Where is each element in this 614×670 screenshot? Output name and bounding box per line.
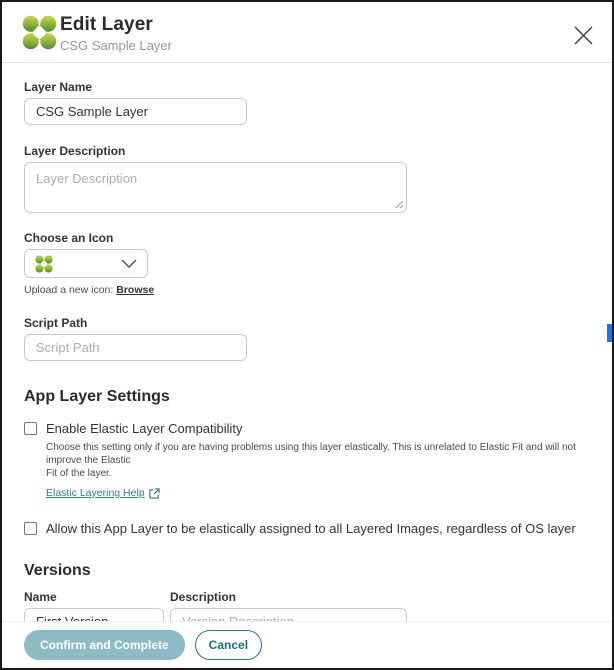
version-description-label: Description <box>170 590 237 604</box>
elastic-help-text <box>46 441 594 480</box>
dialog-title: Edit Layer <box>60 14 153 35</box>
dialog-subtitle: CSG Sample Layer <box>60 38 172 53</box>
allow-elastic-label[interactable]: Allow this App Layer to be elastically assigned to all Layered Images, regardless of OS layer <box>46 521 576 536</box>
versions-heading: Versions <box>24 562 91 579</box>
choose-icon-label: Choose an Icon <box>24 231 114 245</box>
elastic-compat-label[interactable]: Enable Elastic Layer Compatibility <box>46 421 243 436</box>
external-link-icon <box>149 488 160 499</box>
close-icon <box>574 26 593 45</box>
elastic-compat-checkbox[interactable] <box>24 422 37 435</box>
upload-icon-line <box>24 284 590 296</box>
elastic-layering-help-link[interactable]: Elastic Layering Help <box>46 487 145 499</box>
script-path-input[interactable] <box>24 334 247 361</box>
script-path-label: Script Path <box>24 316 88 330</box>
browse-link[interactable]: Browse <box>116 284 155 296</box>
elastic-compat-row <box>24 421 590 436</box>
elastic-help-line2: Fit of the layer. <box>46 468 112 479</box>
layer-name-input[interactable] <box>24 98 247 125</box>
layer-description-label: Layer Description <box>24 144 126 158</box>
chevron-down-icon <box>121 259 137 268</box>
selected-layer-icon <box>35 255 53 273</box>
layer-name-label: Layer Name <box>24 80 93 94</box>
allow-elastic-row <box>24 521 590 536</box>
app-layer-logo-icon <box>22 15 57 50</box>
close-button[interactable] <box>571 23 595 47</box>
dialog-footer <box>2 621 612 668</box>
header-titles <box>60 14 172 54</box>
upload-icon-text: Upload a new icon: <box>24 284 114 296</box>
version-name-label: Name <box>24 590 57 604</box>
elastic-help-link-row <box>46 487 590 499</box>
layer-description-textarea[interactable] <box>24 162 407 213</box>
cancel-button[interactable]: Cancel <box>195 630 262 660</box>
icon-dropdown[interactable] <box>24 249 148 278</box>
dialog-body <box>2 80 612 635</box>
scrollbar-thumb[interactable] <box>607 324 612 342</box>
app-layer-settings-heading: App Layer Settings <box>24 388 170 405</box>
layer-description-wrap <box>24 162 407 213</box>
dialog-header <box>2 2 612 63</box>
elastic-help-line1: Choose this setting only if you are having problems using this layer elastically. This is unrelated to Elastic Fit and will not improve the Elastic <box>46 442 576 466</box>
allow-elastic-checkbox[interactable] <box>24 522 37 535</box>
confirm-and-complete-button[interactable]: Confirm and Complete <box>24 630 185 660</box>
